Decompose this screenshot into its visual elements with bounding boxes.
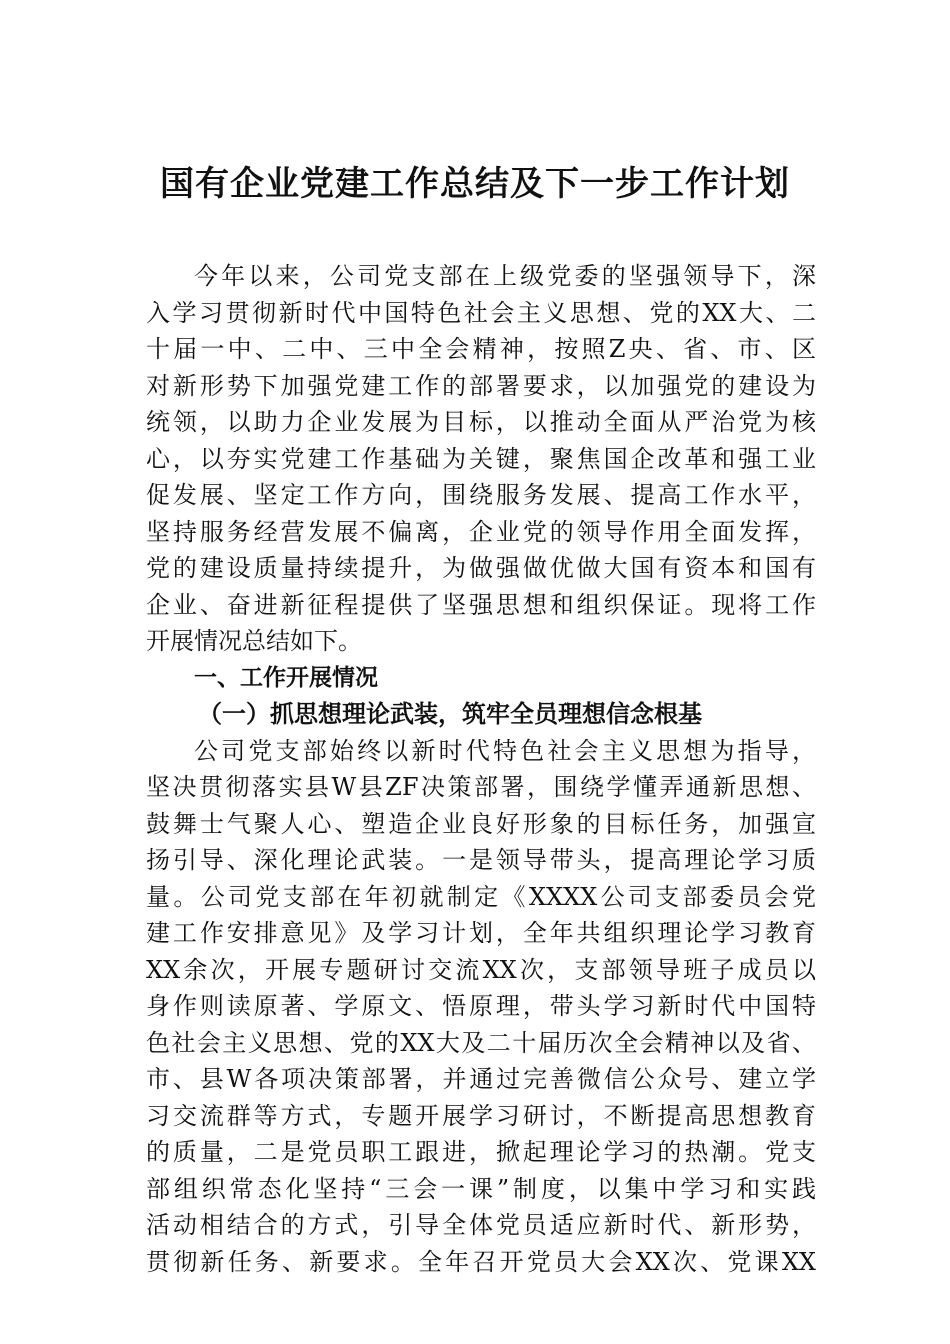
paragraph-line: 党的建设质量持续提升，为做强做优做大国有资本和国有 — [146, 554, 816, 582]
document-body — [146, 258, 816, 1280]
paragraph-line: 坚决贯彻落实县W县ZF决策部署，围绕学懂弄通新思想、 — [146, 773, 816, 801]
paragraph-line: 坚持服务经营发展不偏离，企业党的领导作用全面发挥， — [146, 517, 816, 546]
paragraph-line: 量。公司党支部在年初就制定《XXXX公司支部委员会党 — [146, 882, 816, 911]
paragraph-line: 建工作安排意见》及学习计划，全年共组织理论学习教育 — [146, 919, 816, 947]
paragraph-line: 十届一中、二中、三中全会精神，按照Z央、省、市、区 — [146, 335, 816, 363]
paragraph-line: 色社会主义思想、党的XX大及二十届历次全会精神以及省、 — [146, 1028, 816, 1057]
document-title: 国有企业党建工作总结及下一步工作计划 — [160, 164, 790, 204]
subsection-heading: （一）抓思想理论武装，筑牢全员理想信念根基 — [198, 699, 702, 728]
paragraph-line: 心，以夯实党建工作基础为关键，聚焦国企改革和强工业 — [146, 444, 816, 473]
paragraph-line: 贯彻新任务、新要求。全年召开党员大会XX次、党课XX — [146, 1247, 816, 1276]
paragraph-line: 鼓舞士气聚人心、塑造企业良好形象的目标任务，加强宣 — [146, 809, 816, 838]
paragraph-line: 今年以来，公司党支部在上级党委的坚强领导下，深 — [194, 262, 816, 290]
paragraph-line: 市、县W各项决策部署，并通过完善微信公众号、建立学 — [146, 1065, 816, 1093]
paragraph-line: 扬引导、深化理论武装。一是领导带头，提高理论学习质 — [146, 846, 816, 874]
paragraph-line: 对新形势下加强党建工作的部署要求，以加强党的建设为 — [146, 371, 816, 400]
paragraph-line: 公司党支部始终以新时代特色社会主义思想为指导， — [194, 736, 816, 765]
paragraph-line: 统领，以助力企业发展为目标，以推动全面从严治党为核 — [146, 408, 816, 436]
section-heading: 一、工作开展情况 — [194, 664, 378, 691]
paragraph-line: 活动相结合的方式，引导全体党员适应新时代、新形势， — [146, 1211, 816, 1239]
paragraph-line: 部组织常态化坚持“三会一课”制度，以集中学习和实践 — [146, 1174, 816, 1203]
paragraph-line: XX余次，开展专题研讨交流XX次，支部领导班子成员以 — [146, 955, 816, 984]
paragraph-line: 开展情况总结如下。 — [146, 627, 362, 655]
paragraph-line: 的质量，二是党员职工跟进，掀起理论学习的热潮。党支 — [146, 1138, 816, 1166]
paragraph-line: 身作则读原著、学原文、悟原理，带头学习新时代中国特 — [146, 992, 816, 1020]
paragraph-line: 入学习贯彻新时代中国特色社会主义思想、党的XX大、二 — [146, 298, 816, 327]
paragraph-line: 企业、奋进新征程提供了坚强思想和组织保证。现将工作 — [146, 590, 816, 619]
paragraph-line: 习交流群等方式，专题开展学习研讨，不断提高思想教育 — [146, 1101, 816, 1130]
paragraph-line: 促发展、坚定工作方向，围绕服务发展、提高工作水平， — [146, 481, 816, 509]
